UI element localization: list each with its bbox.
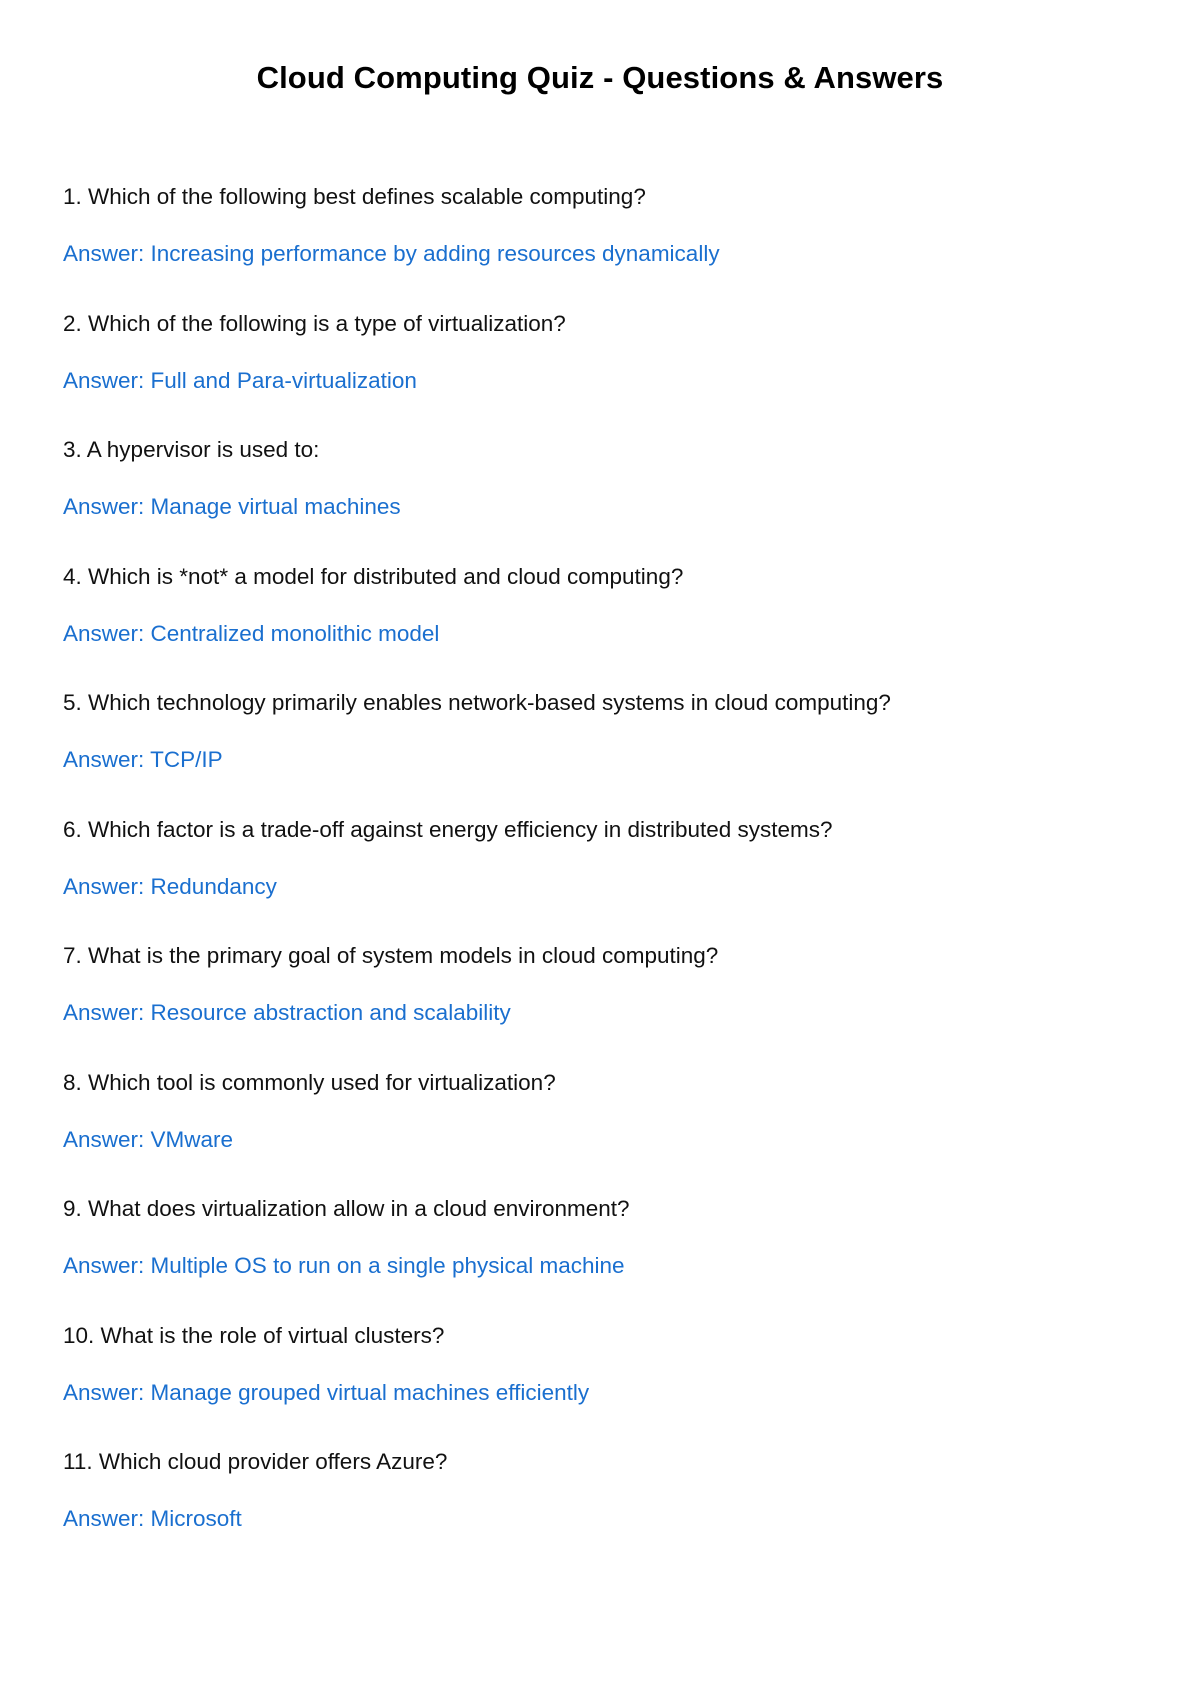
question-text: 4. Which is *not* a model for distributed and cloud computing? bbox=[63, 563, 684, 589]
question-text: 7. What is the primary goal of system models in cloud computing? bbox=[63, 943, 719, 968]
answer-text: Answer: Multiple OS to run on a single physical machine bbox=[63, 1253, 625, 1278]
question-text: 2. Which of the following is a type of virtualization? bbox=[63, 310, 566, 336]
qa-item bbox=[63, 816, 1137, 943]
question-text: 5. Which technology primarily enables network-based systems in cloud computing? bbox=[63, 690, 891, 715]
answer-text: Answer: Resource abstraction and scalability bbox=[63, 1000, 511, 1025]
answer-text: Answer: VMware bbox=[63, 1126, 234, 1152]
answer-text: Answer: Manage virtual machines bbox=[63, 494, 401, 519]
qa-item bbox=[63, 1069, 1137, 1196]
question-text: 8. Which tool is commonly used for virtualization? bbox=[63, 1069, 556, 1095]
qa-item bbox=[63, 436, 1137, 563]
answer-text: Answer: TCP/IP bbox=[63, 747, 223, 772]
question-text: 9. What does virtualization allow in a cloud environment? bbox=[63, 1196, 630, 1221]
question-text: 3. A hypervisor is used to: bbox=[63, 437, 320, 462]
qa-item bbox=[63, 563, 1137, 690]
qa-item bbox=[63, 942, 1137, 1069]
answer-text: Answer: Full and Para-virtualization bbox=[63, 367, 417, 393]
qa-item bbox=[63, 1195, 1137, 1322]
qa-item bbox=[63, 1322, 1137, 1449]
qa-item bbox=[63, 310, 1137, 437]
answer-text: Answer: Centralized monolithic model bbox=[63, 620, 440, 646]
qa-item bbox=[63, 183, 1137, 310]
document-title: Cloud Computing Quiz - Questions & Answers bbox=[256, 60, 944, 95]
answer-text: Answer: Microsoft bbox=[63, 1506, 242, 1531]
answer-text: Answer: Manage grouped virtual machines efficiently bbox=[63, 1379, 590, 1405]
qa-list bbox=[63, 183, 1137, 1575]
answer-text: Answer: Redundancy bbox=[63, 873, 277, 899]
question-text: 10. What is the role of virtual clusters? bbox=[63, 1322, 445, 1348]
qa-item bbox=[63, 1448, 1137, 1575]
answer-text: Answer: Increasing performance by adding resources dynamically bbox=[63, 241, 720, 266]
question-text: 11. Which cloud provider offers Azure? bbox=[63, 1449, 448, 1474]
qa-item bbox=[63, 689, 1137, 816]
question-text: 6. Which factor is a trade-off against energy efficiency in distributed systems? bbox=[63, 816, 833, 842]
question-text: 1. Which of the following best defines scalable computing? bbox=[63, 184, 646, 209]
